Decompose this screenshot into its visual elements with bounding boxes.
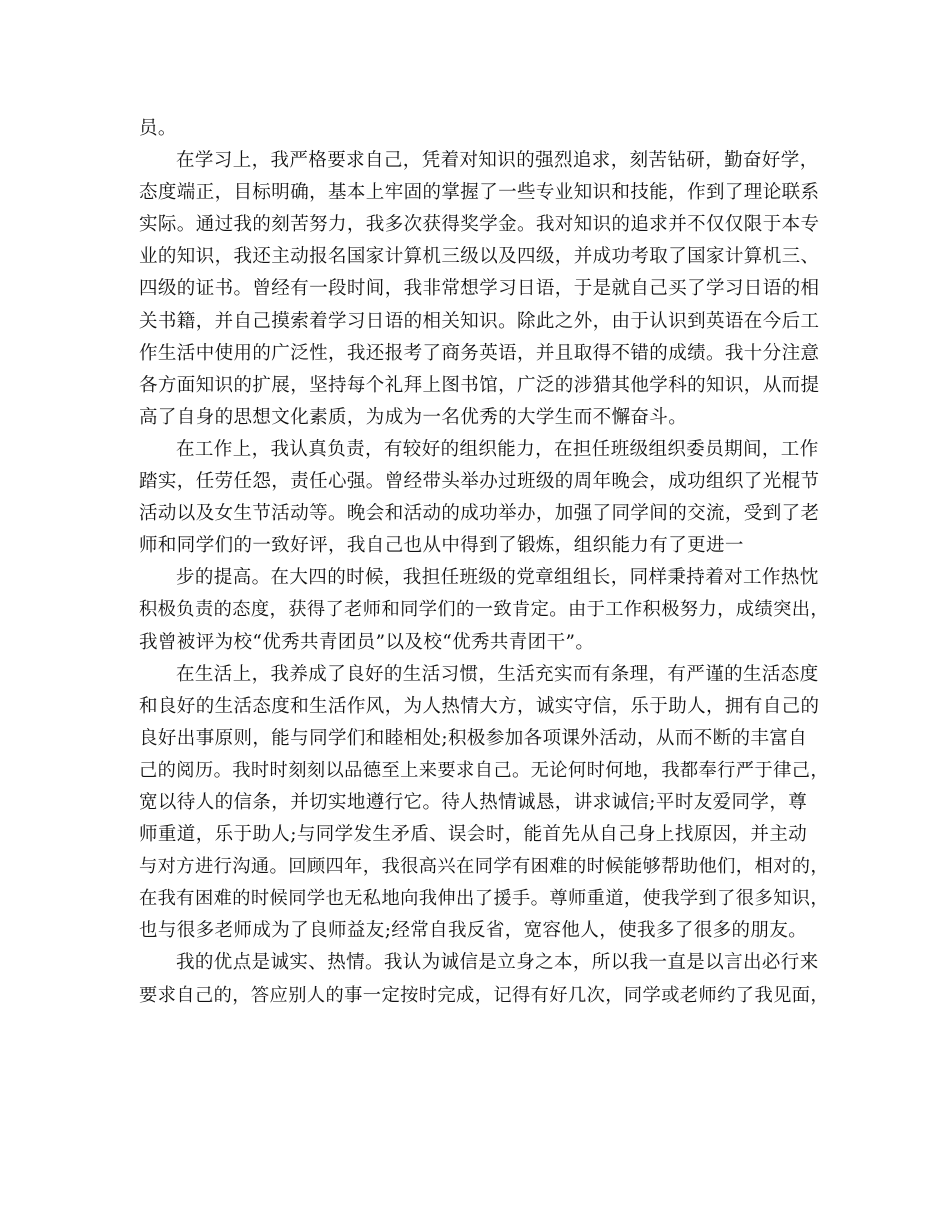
text-line: 作生活中使用的广泛性，我还报考了商务英语，并且取得不错的成绩。我十分注意 bbox=[139, 342, 820, 364]
text-line: 步的提高。在大四的时候，我担任班级的党章组组长，同样秉持着对工作热忱 bbox=[176, 567, 819, 589]
text-line: 与对方进行沟通。回顾四年，我很高兴在同学有困难的时候能够帮助他们，相对的， bbox=[139, 856, 830, 878]
text-line: 各方面知识的扩展，坚持每个礼拜上图书馆，广泛的涉猎其他学科的知识，从而提 bbox=[139, 374, 820, 396]
text-line: 我曾被评为校“优秀共青团员”以及校“优秀共青团干”。 bbox=[139, 631, 595, 653]
text-line: 师重道，乐于助人;与同学发生矛盾、误会时，能首先从自己身上找原因，并主动 bbox=[139, 824, 808, 846]
text-line: 活动以及女生节活动等。晚会和活动的成功举办，加强了同学间的交流，受到了老 bbox=[139, 503, 820, 525]
text-line: 员。 bbox=[139, 118, 177, 139]
text-line: 态度端正，目标明确，基本上牢固的掌握了一些专业知识和技能，作到了理论联系 bbox=[139, 182, 820, 204]
text-line: 师和同学们的一致好评，我自己也从中得到了锻炼，组织能力有了更进一 bbox=[139, 535, 744, 557]
text-line: 和良好的生活态度和生活作风，为人热情大方，诚实守信，乐于助人，拥有自己的 bbox=[139, 695, 820, 717]
text-line: 四级的证书。曾经有一段时间，我非常想学习日语，于是就自己买了学习日语的相 bbox=[139, 278, 820, 300]
text-line: 高了自身的思想文化素质，为成为一名优秀的大学生而不懈奋斗。 bbox=[139, 406, 688, 428]
text-line: 实际。通过我的刻苦努力，我多次获得奖学金。我对知识的追求并不仅仅限于本专 bbox=[139, 214, 820, 236]
text-line: 要求自己的，答应别人的事一定按时完成，记得有好几次，同学或老师约了我见面， bbox=[139, 984, 830, 1006]
text-line: 在我有困难的时候同学也无私地向我伸出了援手。尊师重道，使我学到了很多知识， bbox=[139, 888, 830, 910]
body-text bbox=[139, 113, 829, 1012]
text-line: 业的知识，我还主动报名国家计算机三级以及四级，并成功考取了国家计算机三、 bbox=[139, 246, 820, 268]
text-line: 积极负责的态度，获得了老师和同学们的一致肯定。由于工作积极努力，成绩突出， bbox=[139, 599, 830, 621]
text-line: 踏实，任劳任怨，责任心强。曾经带头举办过班级的周年晚会，成功组织了光棍节 bbox=[139, 471, 820, 493]
text-line: 在工作上，我认真负责，有较好的组织能力，在担任班级组织委员期间，工作 bbox=[176, 438, 819, 460]
text-line: 在生活上，我养成了良好的生活习惯，生活充实而有条理，有严谨的生活态度 bbox=[176, 663, 819, 685]
text-line: 宽以待人的信条，并切实地遵行它。待人热情诚恳，讲求诚信;平时友爱同学，尊 bbox=[139, 791, 808, 813]
text-line: 我的优点是诚实、热情。我认为诚信是立身之本，所以我一直是以言出必行来 bbox=[176, 952, 819, 974]
text-line: 也与很多老师成为了良师益友;经常自我反省，宽容他人，使我多了很多的朋友。 bbox=[139, 920, 808, 942]
text-line: 己的阅历。我时时刻刻以品德至上来要求自己。无论何时何地，我都奉行严于律己， bbox=[139, 759, 830, 781]
text-line: 在学习上，我严格要求自己，凭着对知识的强烈追求，刻苦钻研，勤奋好学， bbox=[176, 150, 819, 172]
text-line: 关书籍，并自己摸索着学习日语的相关知识。除此之外，由于认识到英语在今后工 bbox=[139, 310, 820, 332]
text-line: 良好出事原则，能与同学们和睦相处;积极参加各项课外活动，从而不断的丰富自 bbox=[139, 727, 808, 749]
